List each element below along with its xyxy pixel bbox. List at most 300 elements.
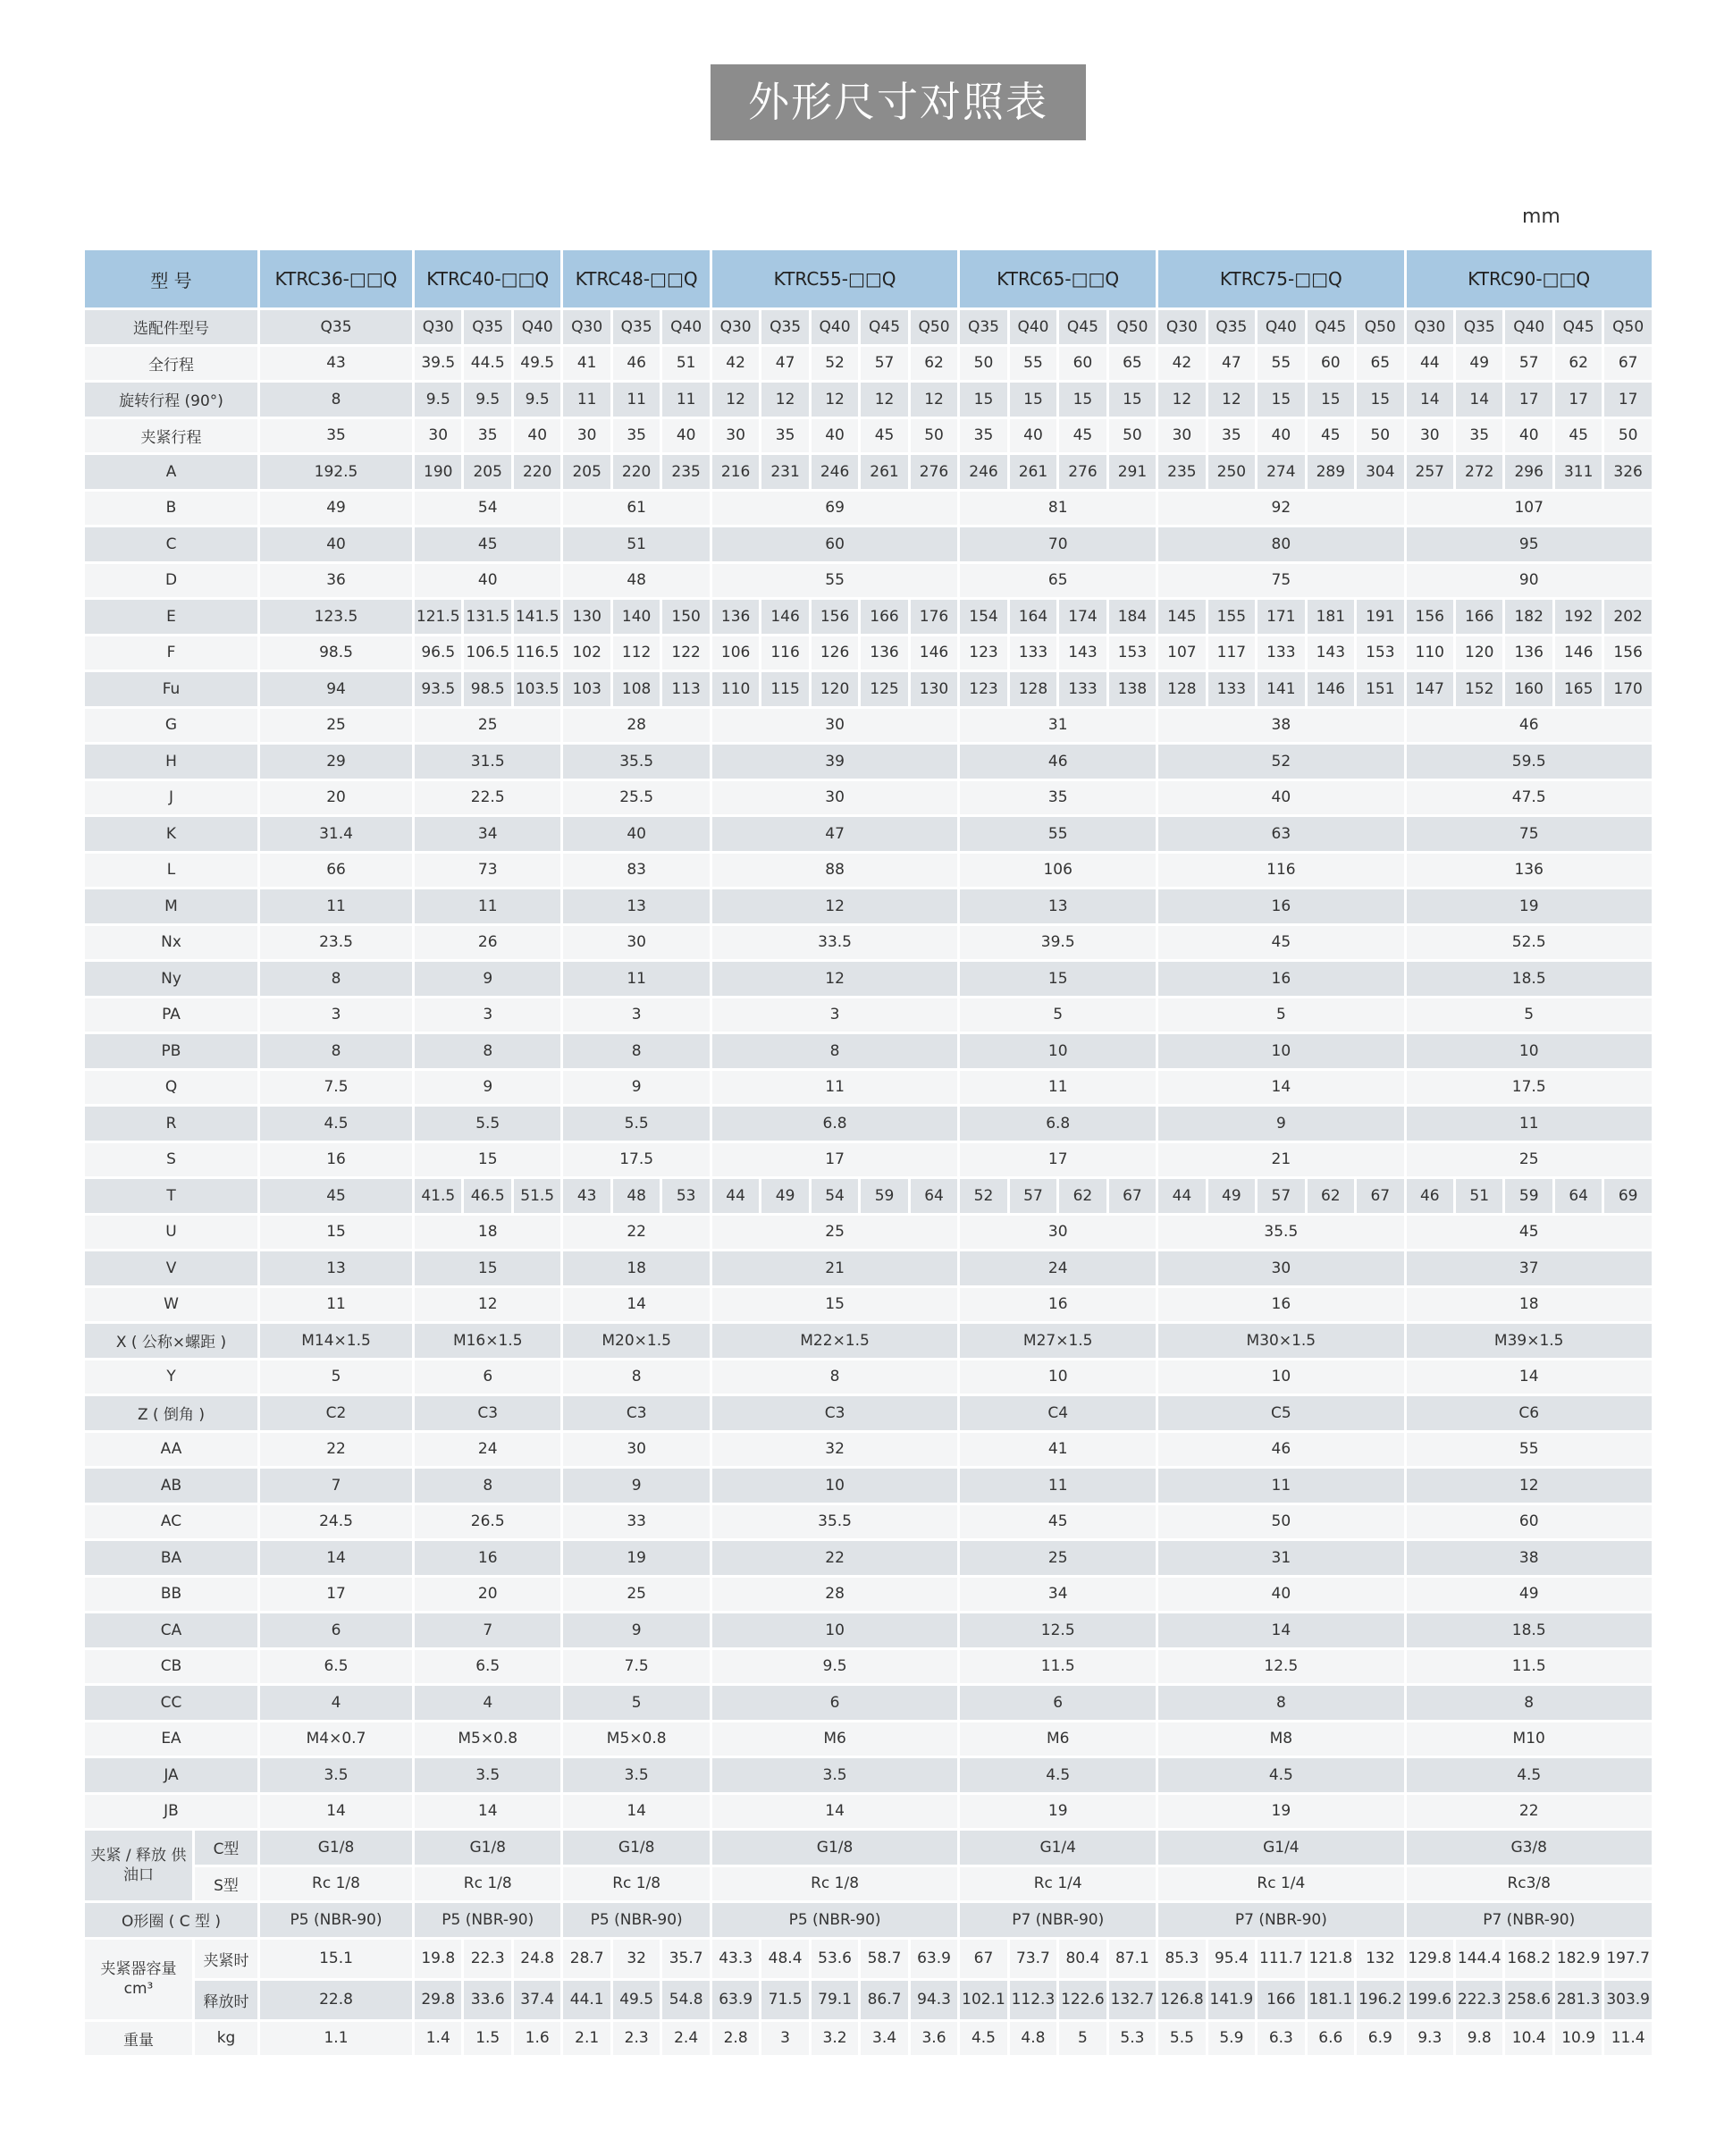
value-cell: 55 [1407, 1433, 1652, 1467]
value-cell: 54.8 [662, 1981, 710, 2019]
value-cell: 11.4 [1604, 2022, 1651, 2056]
value-cell: 166 [1258, 1981, 1304, 2019]
value-cell: 33.6 [464, 1981, 510, 2019]
value-cell: 19.8 [415, 1940, 461, 1978]
value-cell: 164 [1010, 600, 1056, 634]
value-cell: 35 [1208, 419, 1255, 453]
value-cell: 35 [761, 419, 808, 453]
table-row [85, 1071, 1652, 1105]
value-cell: 62 [1059, 1179, 1106, 1213]
value-cell: 246 [960, 455, 1006, 489]
value-cell: M5×0.8 [415, 1722, 560, 1756]
value-cell: 19 [960, 1795, 1156, 1829]
value-cell: 67 [1357, 1179, 1403, 1213]
value-cell: 246 [812, 455, 858, 489]
value-cell: 24.8 [514, 1940, 561, 1978]
value-cell: 33.5 [712, 926, 957, 960]
page-title: 外形尺寸对照表 [711, 64, 1086, 140]
value-cell: 22 [260, 1433, 412, 1467]
value-cell: 48.4 [761, 1940, 808, 1978]
type-header: 型 号 [85, 250, 257, 307]
value-cell: 24.5 [260, 1505, 412, 1539]
value-cell: 17 [1555, 383, 1602, 417]
table-row [85, 1867, 1652, 1901]
value-cell: 49.5 [514, 347, 561, 381]
value-cell: Q40 [1258, 310, 1304, 344]
value-cell: 75 [1158, 564, 1403, 598]
value-cell: 205 [464, 455, 510, 489]
value-cell: 11 [1407, 1107, 1652, 1141]
value-cell: 11 [712, 1071, 957, 1105]
value-cell: 45 [1308, 419, 1354, 453]
table-row [85, 347, 1652, 381]
table-row [85, 1251, 1652, 1285]
value-cell: G1/4 [960, 1831, 1156, 1865]
value-cell: 4 [260, 1686, 412, 1720]
value-cell: 87.1 [1109, 1940, 1157, 1978]
value-cell: 61 [563, 492, 709, 526]
value-cell: 106 [712, 636, 759, 670]
value-cell: 41 [960, 1433, 1156, 1467]
value-cell: 63.9 [911, 1940, 957, 1978]
value-cell: 15 [1010, 383, 1056, 417]
value-cell: 22 [712, 1541, 957, 1575]
value-cell: 291 [1109, 455, 1157, 489]
table-row [85, 1903, 1652, 1937]
value-cell: M20×1.5 [563, 1324, 709, 1358]
value-cell: C3 [563, 1396, 709, 1430]
value-cell: 45 [960, 1505, 1156, 1539]
value-cell: M5×0.8 [563, 1722, 709, 1756]
value-cell: 143 [1308, 636, 1354, 670]
value-cell: 192 [1555, 600, 1602, 634]
table-row [85, 600, 1652, 634]
value-cell: 40 [1158, 1578, 1403, 1612]
row-label: S [85, 1143, 257, 1177]
value-cell: 37.4 [514, 1981, 561, 2019]
value-cell: 39.5 [415, 347, 461, 381]
value-cell: 116 [1158, 854, 1403, 888]
value-cell: 326 [1604, 455, 1651, 489]
value-cell: 141 [1258, 672, 1304, 706]
value-cell: 12 [761, 383, 808, 417]
value-cell: Q45 [1308, 310, 1354, 344]
value-cell: 86.7 [861, 1981, 907, 2019]
value-cell: 14 [1407, 383, 1453, 417]
value-cell: C3 [712, 1396, 957, 1430]
value-cell: 7.5 [563, 1650, 709, 1684]
value-cell: 20 [260, 781, 412, 815]
value-cell: 83 [563, 854, 709, 888]
value-cell: 28.7 [563, 1940, 610, 1978]
row-label: JA [85, 1758, 257, 1792]
table-row [85, 781, 1652, 815]
row-label: J [85, 781, 257, 815]
value-cell: 9.5 [464, 383, 510, 417]
value-cell: 5 [1158, 998, 1403, 1032]
value-cell: 123.5 [260, 600, 412, 634]
value-cell: 14 [1158, 1071, 1403, 1105]
value-cell: 231 [761, 455, 808, 489]
value-cell: 14 [712, 1795, 957, 1829]
value-cell: 46 [1407, 709, 1652, 743]
value-cell: 2.3 [613, 2022, 660, 2056]
row-label: L [85, 854, 257, 888]
value-cell: 145 [1158, 600, 1205, 634]
value-cell: 62 [911, 347, 957, 381]
value-cell: 38 [1407, 1541, 1652, 1575]
value-cell: 42 [1158, 347, 1205, 381]
value-cell: 9 [563, 1071, 709, 1105]
value-cell: 12.5 [1158, 1650, 1403, 1684]
value-cell: 48 [613, 1179, 660, 1213]
value-cell: 57 [1258, 1179, 1304, 1213]
row-label: W [85, 1288, 257, 1322]
value-cell: 143 [1059, 636, 1106, 670]
value-cell: 181 [1308, 600, 1354, 634]
value-cell: M22×1.5 [712, 1324, 957, 1358]
table-row [85, 455, 1652, 489]
row-label: E [85, 600, 257, 634]
value-cell: 5 [260, 1360, 412, 1394]
value-cell: 90 [1407, 564, 1652, 598]
value-cell: 45 [260, 1179, 412, 1213]
value-cell: Q30 [563, 310, 610, 344]
value-cell: 41 [563, 347, 610, 381]
value-cell: Q30 [1158, 310, 1205, 344]
value-cell: 303.9 [1604, 1981, 1651, 2019]
value-cell: Rc 1/4 [960, 1867, 1156, 1901]
value-cell: Q30 [1407, 310, 1453, 344]
model-header: KTRC48-□□Q [563, 250, 709, 307]
value-cell: 126 [812, 636, 858, 670]
table-row [85, 310, 1652, 344]
value-cell: 9.8 [1456, 2022, 1502, 2056]
value-cell: 9.5 [415, 383, 461, 417]
value-cell: 8 [260, 383, 412, 417]
table-row [85, 1469, 1652, 1503]
value-cell: 136 [712, 600, 759, 634]
value-cell: 1.6 [514, 2022, 561, 2056]
value-cell: 40 [812, 419, 858, 453]
value-cell: 22 [1407, 1795, 1652, 1829]
value-cell: 35 [960, 781, 1156, 815]
value-cell: 11 [563, 962, 709, 996]
table-row [85, 383, 1652, 417]
value-cell: 11 [563, 383, 610, 417]
value-cell: 40 [415, 564, 560, 598]
value-cell: 120 [1456, 636, 1502, 670]
value-cell: 5.5 [1158, 2022, 1205, 2056]
value-cell: 146 [911, 636, 957, 670]
value-cell: 6.8 [960, 1107, 1156, 1141]
port-type-label: C型 [195, 1831, 257, 1865]
value-cell: 17 [712, 1143, 957, 1177]
table-row [85, 492, 1652, 526]
value-cell: 8 [563, 1360, 709, 1394]
value-cell: 8 [260, 1034, 412, 1068]
value-cell: 3 [260, 998, 412, 1032]
value-cell: 46 [1158, 1433, 1403, 1467]
value-cell: 13 [260, 1251, 412, 1285]
value-cell: 67 [1109, 1179, 1157, 1213]
value-cell: 18 [563, 1251, 709, 1285]
model-header: KTRC65-□□Q [960, 250, 1156, 307]
row-label: AB [85, 1469, 257, 1503]
value-cell: C4 [960, 1396, 1156, 1430]
value-cell: 13 [960, 889, 1156, 923]
row-label: A [85, 455, 257, 489]
value-cell: 51 [1456, 1179, 1502, 1213]
value-cell: 113 [662, 672, 710, 706]
value-cell: 40 [260, 527, 412, 561]
value-cell: M27×1.5 [960, 1324, 1156, 1358]
value-cell: 4.5 [260, 1107, 412, 1141]
value-cell: 30 [712, 781, 957, 815]
value-cell: 12 [1407, 1469, 1652, 1503]
value-cell: 152 [1456, 672, 1502, 706]
value-cell: 80.4 [1059, 1940, 1106, 1978]
value-cell: 73 [415, 854, 560, 888]
value-cell: 196.2 [1357, 1981, 1403, 2019]
value-cell: 37 [1407, 1251, 1652, 1285]
value-cell: 5 [1059, 2022, 1106, 2056]
value-cell: 96.5 [415, 636, 461, 670]
table-row [85, 962, 1652, 996]
value-cell: 70 [960, 527, 1156, 561]
value-cell: 63 [1158, 817, 1403, 851]
table-row [85, 1433, 1652, 1467]
value-cell: 95 [1407, 527, 1652, 561]
value-cell: 171 [1258, 600, 1304, 634]
value-cell: 16 [1158, 889, 1403, 923]
value-cell: 32 [712, 1433, 957, 1467]
value-cell: 47 [1208, 347, 1255, 381]
value-cell: Q30 [415, 310, 461, 344]
value-cell: 60 [1407, 1505, 1652, 1539]
value-cell: 25 [415, 709, 560, 743]
value-cell: 57 [1505, 347, 1552, 381]
value-cell: 17 [1505, 383, 1552, 417]
value-cell: 106.5 [464, 636, 510, 670]
value-cell: 35.5 [563, 745, 709, 779]
value-cell: 53.6 [812, 1940, 858, 1978]
value-cell: 8 [415, 1469, 560, 1503]
value-cell: 55 [712, 564, 957, 598]
model-header: KTRC36-□□Q [260, 250, 412, 307]
value-cell: 45 [415, 527, 560, 561]
value-cell: 8 [1158, 1686, 1403, 1720]
model-header: KTRC55-□□Q [712, 250, 957, 307]
value-cell: 52 [1158, 745, 1403, 779]
table-row [85, 672, 1652, 706]
table-row [85, 1288, 1652, 1322]
value-cell: 11 [415, 889, 560, 923]
value-cell: 4.5 [1158, 1758, 1403, 1792]
value-cell: 4.5 [960, 1758, 1156, 1792]
value-cell: 65 [960, 564, 1156, 598]
value-cell: 23.5 [260, 926, 412, 960]
value-cell: P5 (NBR-90) [415, 1903, 560, 1937]
value-cell: Q35 [1456, 310, 1502, 344]
value-cell: 73.7 [1010, 1940, 1056, 1978]
value-cell: 33 [563, 1505, 709, 1539]
row-label: C [85, 527, 257, 561]
value-cell: 136 [1407, 854, 1652, 888]
value-cell: 9 [563, 1613, 709, 1647]
value-cell: 121.8 [1308, 1940, 1354, 1978]
value-cell: 25 [260, 709, 412, 743]
value-cell: Q50 [911, 310, 957, 344]
value-cell: 50 [1604, 419, 1651, 453]
value-cell: 30 [563, 419, 610, 453]
value-cell: 10 [1407, 1034, 1652, 1068]
value-cell: 6.5 [415, 1650, 560, 1684]
table-row [85, 1107, 1652, 1141]
value-cell: C2 [260, 1396, 412, 1430]
table-row [85, 1034, 1652, 1068]
value-cell: 235 [662, 455, 710, 489]
value-cell: 9 [563, 1469, 709, 1503]
value-cell: 130 [911, 672, 957, 706]
table-row [85, 709, 1652, 743]
value-cell: 120 [812, 672, 858, 706]
row-label: K [85, 817, 257, 851]
value-cell: 112 [613, 636, 660, 670]
value-cell: 55 [960, 817, 1156, 851]
value-cell: 94 [260, 672, 412, 706]
row-label: 全行程 [85, 347, 257, 381]
row-label: D [85, 564, 257, 598]
value-cell: 12 [812, 383, 858, 417]
value-cell: 55 [1010, 347, 1056, 381]
value-cell: 35 [260, 419, 412, 453]
value-cell: 274 [1258, 455, 1304, 489]
value-cell: 9 [415, 1071, 560, 1105]
value-cell: 22 [563, 1216, 709, 1250]
value-cell: Q35 [613, 310, 660, 344]
table-row [85, 817, 1652, 851]
value-cell: 191 [1357, 600, 1403, 634]
header-row [85, 250, 1652, 307]
value-cell: 9.5 [514, 383, 561, 417]
table-row [85, 1360, 1652, 1394]
value-cell: 3.2 [812, 2022, 858, 2056]
value-cell: 160 [1505, 672, 1552, 706]
value-cell: 102.1 [960, 1981, 1006, 2019]
value-cell: 45 [1059, 419, 1106, 453]
value-cell: 6 [260, 1613, 412, 1647]
value-cell: 46 [1407, 1179, 1453, 1213]
value-cell: 18 [415, 1216, 560, 1250]
value-cell: 304 [1357, 455, 1403, 489]
value-cell: G1/4 [1158, 1831, 1403, 1865]
row-label: F [85, 636, 257, 670]
row-label: BB [85, 1578, 257, 1612]
value-cell: 12 [1208, 383, 1255, 417]
value-cell: 53 [662, 1179, 710, 1213]
value-cell: 10 [960, 1360, 1156, 1394]
value-cell: 30 [712, 419, 759, 453]
value-cell: 38 [1158, 709, 1403, 743]
value-cell: 153 [1109, 636, 1157, 670]
value-cell: 9 [415, 962, 560, 996]
value-cell: 59 [861, 1179, 907, 1213]
value-cell: Rc 1/4 [1158, 1867, 1403, 1901]
value-cell: 11 [613, 383, 660, 417]
value-cell: 71.5 [761, 1981, 808, 2019]
value-cell: 59 [1505, 1179, 1552, 1213]
value-cell: 14 [1407, 1360, 1652, 1394]
value-cell: 81 [960, 492, 1156, 526]
value-cell: 25 [712, 1216, 957, 1250]
table-row [85, 527, 1652, 561]
value-cell: 11 [1158, 1469, 1403, 1503]
value-cell: 12 [712, 889, 957, 923]
value-cell: 43 [563, 1179, 610, 1213]
value-cell: 21 [712, 1251, 957, 1285]
dimension-table [82, 248, 1654, 2058]
value-cell: 6 [712, 1686, 957, 1720]
row-label: EA [85, 1722, 257, 1756]
row-label: U [85, 1216, 257, 1250]
value-cell: 35 [1456, 419, 1502, 453]
value-cell: 216 [712, 455, 759, 489]
value-cell: 60 [1308, 347, 1354, 381]
value-cell: 45 [861, 419, 907, 453]
value-cell: M30×1.5 [1158, 1324, 1403, 1358]
value-cell: 30 [960, 1216, 1156, 1250]
value-cell: P5 (NBR-90) [260, 1903, 412, 1937]
value-cell: G1/8 [563, 1831, 709, 1865]
value-cell: 46 [960, 745, 1156, 779]
row-label: Q [85, 1071, 257, 1105]
value-cell: 24 [960, 1251, 1156, 1285]
value-cell: 50 [1357, 419, 1403, 453]
value-cell: 47.5 [1407, 781, 1652, 815]
table-row [85, 636, 1652, 670]
value-cell: 12 [712, 962, 957, 996]
value-cell: M14×1.5 [260, 1324, 412, 1358]
table-row [85, 1179, 1652, 1213]
value-cell: 16 [260, 1143, 412, 1177]
value-cell: 11 [662, 383, 710, 417]
value-cell: 10.4 [1505, 2022, 1552, 2056]
value-cell: P5 (NBR-90) [712, 1903, 957, 1937]
value-cell: 8 [1407, 1686, 1652, 1720]
value-cell: 30 [1158, 1251, 1403, 1285]
value-cell: 60 [1059, 347, 1106, 381]
value-cell: 146 [761, 600, 808, 634]
value-cell: 6.6 [1308, 2022, 1354, 2056]
table-row [85, 889, 1652, 923]
value-cell: 136 [861, 636, 907, 670]
value-cell: 102 [563, 636, 610, 670]
value-cell: 107 [1407, 492, 1652, 526]
value-cell: 1.4 [415, 2022, 461, 2056]
value-cell: 25 [563, 1578, 709, 1612]
value-cell: C5 [1158, 1396, 1403, 1430]
value-cell: 110 [1407, 636, 1453, 670]
value-cell: 8 [712, 1360, 957, 1394]
value-cell: 14 [260, 1541, 412, 1575]
value-cell: 54 [415, 492, 560, 526]
value-cell: 103 [563, 672, 610, 706]
row-label: V [85, 1251, 257, 1285]
value-cell: 15 [1357, 383, 1403, 417]
value-cell: 281.3 [1555, 1981, 1602, 2019]
value-cell: 44 [1158, 1179, 1205, 1213]
